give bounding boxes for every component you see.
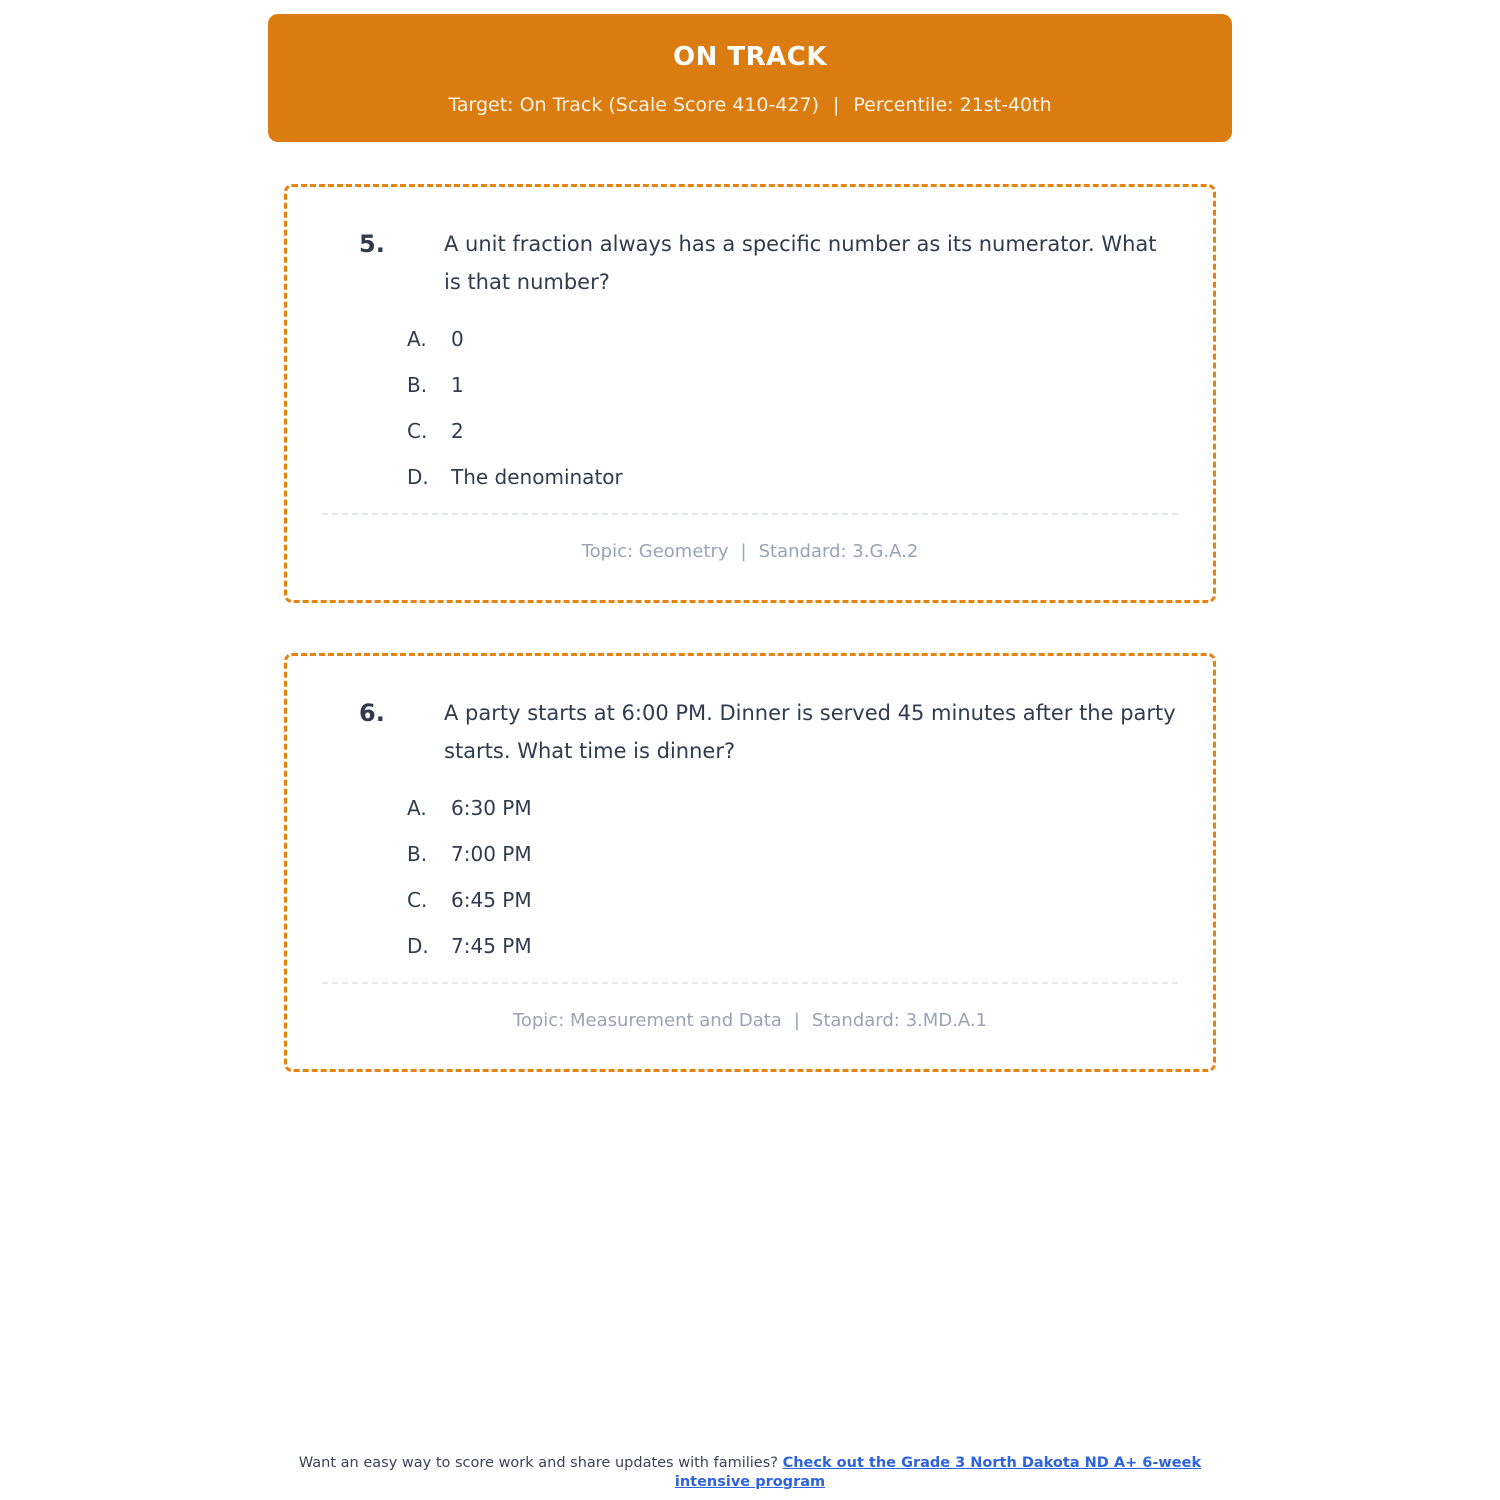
- banner-target-label: Target: On Track (Scale Score 410-427): [448, 94, 819, 116]
- options-list: [322, 329, 1178, 487]
- option-c: [407, 421, 1178, 441]
- standard-label: Standard: 3.G.A.2: [758, 541, 919, 562]
- question-text: A party starts at 6:00 PM. Dinner is served 45 minutes after the party starts. What time is dinner?: [444, 701, 1176, 763]
- option-letter: B.: [407, 373, 428, 397]
- option-letter: B.: [407, 842, 428, 866]
- question-number: 6.: [359, 699, 385, 727]
- question-row: [322, 225, 1178, 301]
- option-letter: A.: [407, 327, 427, 351]
- option-a: [407, 798, 1178, 818]
- question-card-6: [284, 653, 1216, 1072]
- option-text: 2: [451, 419, 464, 443]
- banner-subtitle: [288, 94, 1212, 116]
- topic-label: Topic: Geometry: [581, 541, 729, 562]
- option-text: 6:45 PM: [451, 888, 532, 912]
- question-divider: [322, 513, 1178, 515]
- option-text: 1: [451, 373, 464, 397]
- option-letter: D.: [407, 934, 429, 958]
- banner-title: ON TRACK: [672, 42, 828, 72]
- option-text: The denominator: [451, 465, 623, 489]
- question-meta: [322, 1010, 1178, 1031]
- option-letter: D.: [407, 465, 429, 489]
- question-row: [322, 694, 1178, 770]
- banner-percentile-label: Percentile: 21st-40th: [853, 94, 1052, 116]
- option-letter: C.: [407, 888, 428, 912]
- question-number: 5.: [359, 230, 385, 258]
- standard-label: Standard: 3.MD.A.1: [811, 1010, 988, 1031]
- option-letter: C.: [407, 419, 428, 443]
- banner-separator: |: [833, 94, 840, 116]
- options-list: [322, 798, 1178, 956]
- option-text: 7:00 PM: [451, 842, 532, 866]
- meta-separator: |: [740, 541, 747, 562]
- question-card-5: [284, 184, 1216, 603]
- performance-banner: [268, 14, 1232, 142]
- option-d: [407, 467, 1178, 487]
- footer-prompt-text: Want an easy way to score work and share updates with families?: [298, 1455, 783, 1471]
- option-letter: A.: [407, 796, 427, 820]
- topic-label: Topic: Measurement and Data: [512, 1010, 782, 1031]
- page-footer: [0, 1454, 1500, 1492]
- option-text: 6:30 PM: [451, 796, 532, 820]
- option-text: 7:45 PM: [451, 934, 532, 958]
- meta-separator: |: [793, 1010, 800, 1031]
- question-divider: [322, 982, 1178, 984]
- option-text: 0: [451, 327, 464, 351]
- option-b: [407, 375, 1178, 395]
- option-a: [407, 329, 1178, 349]
- option-d: [407, 936, 1178, 956]
- question-meta: [322, 541, 1178, 562]
- option-c: [407, 890, 1178, 910]
- program-link[interactable]: Check out the Grade 3 North Dakota ND A+ 6-week intensive program: [674, 1455, 1202, 1490]
- option-b: [407, 844, 1178, 864]
- question-text: A unit fraction always has a specific number as its numerator. What is that number?: [444, 232, 1157, 294]
